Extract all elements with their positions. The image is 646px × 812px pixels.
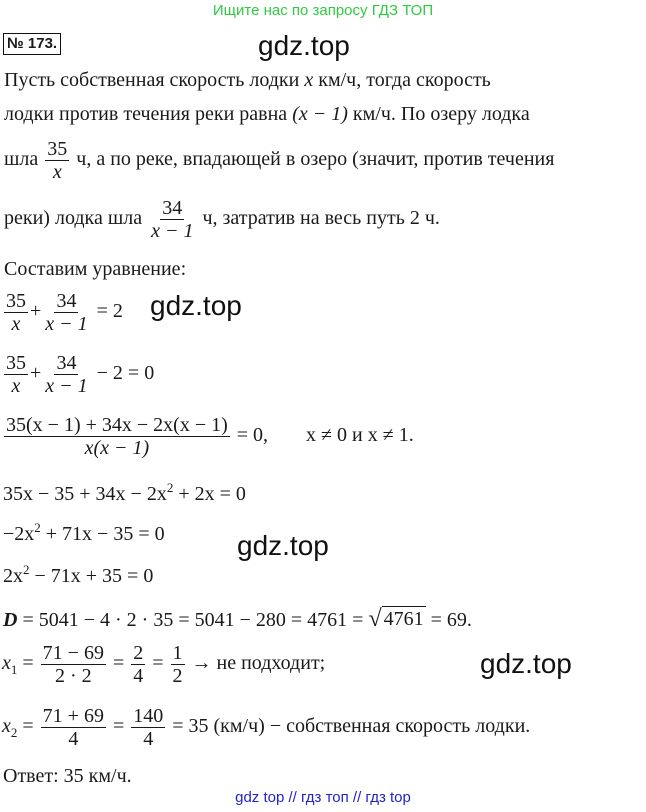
watermark: gdz.top: [237, 530, 329, 561]
equation: $x_2$ = $\frac{71 + 69}{4}$ = $\frac{140}{4}$ = 35 (км/ч) − собственная скорость лодки.: [2, 705, 531, 750]
footer-links[interactable]: gdz top // гдз топ // гдз top: [235, 789, 411, 806]
text-line: реки) лодка шла $\frac{34}{x - 1}$ ч, затратив на весь путь 2 ч.: [4, 197, 440, 242]
watermark: gdz.top: [150, 290, 242, 321]
text-line: Пусть собственная скорость лодки x км/ч, тогда скорость: [4, 69, 491, 91]
task-number: № 173.: [3, 33, 61, 55]
equation: D = 5041 − 4 · 2 · 35 = 5041 − 280 = 4761 = √ 4761 = 69.: [3, 606, 472, 632]
equation: $35x - 35 + 34x - 2x^2 + 2x = 0$: [3, 480, 246, 505]
answer: Ответ: 35 км/ч.: [3, 765, 132, 787]
watermark: gdz.top: [480, 648, 572, 679]
equation: $2x^2 - 71x + 35 = 0$: [3, 562, 154, 587]
fraction: $\frac{34}{x - 1}$: [151, 197, 194, 242]
equation: $\frac{35}{x}$ + $\frac{34}{x - 1}$ = 2: [6, 290, 123, 335]
text-line: Составим уравнение:: [4, 258, 187, 280]
text-line: лодки против течения реки равна (x − 1) км/ч. По озеру лодка: [4, 103, 530, 125]
equation: $-2x^2 + 71x - 35 = 0$: [3, 520, 165, 545]
text-line: шла $\frac{35}{x}$ ч, а по реке, впадающей в озеро (значит, против течения: [4, 138, 555, 183]
equation: $\frac{35(x - 1) + 34x - 2x(x - 1)}{x(x - 1)}$ = 0, x ≠ 0 и x ≠ 1.: [6, 414, 414, 459]
fraction: $\frac{35}{x}$: [47, 138, 68, 183]
square-root: √ 4761: [368, 606, 424, 632]
equation: $x_1$ = $\frac{71 - 69}{2 \cdot 2}$ = $\frac{2}{4}$ = $\frac{1}{2}$ → не подходит;: [2, 642, 326, 687]
watermark: gdz.top: [258, 30, 350, 61]
search-banner[interactable]: Ищите нас по запросу ГДЗ ТОП: [212, 2, 434, 19]
equation: $\frac{35}{x}$ + $\frac{34}{x - 1}$ − 2 = 0: [6, 352, 155, 397]
